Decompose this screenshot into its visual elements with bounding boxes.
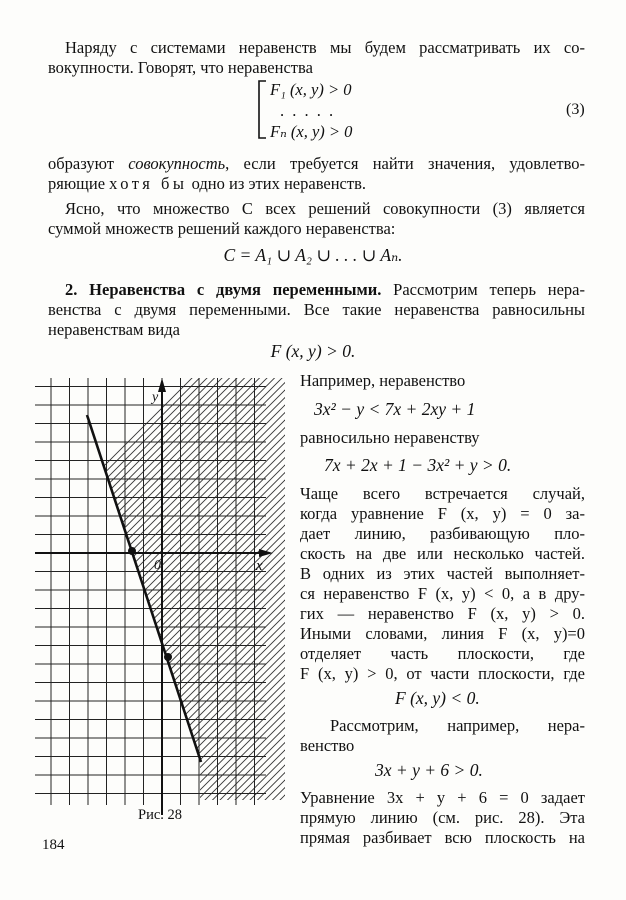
negative-inequality: F (x, y) < 0. bbox=[395, 688, 480, 708]
transformed-inequality: 7x + 2x + 1 − 3x² + y > 0. bbox=[324, 455, 512, 475]
system-row-n: Fₙ (x, y) > 0 bbox=[270, 122, 353, 141]
right-line-13: Рассмотрим, например, нера- bbox=[330, 716, 585, 735]
y-intercept-point bbox=[164, 653, 172, 661]
p2-emphasis: совокупность bbox=[128, 154, 226, 173]
x-axis-arrow-icon bbox=[259, 549, 273, 557]
figure-caption: Рис. 28 bbox=[138, 807, 183, 823]
general-inequality: F (x, y) > 0. bbox=[270, 341, 356, 361]
right-line-9: гих — неравенство F (x, y) > 0. bbox=[300, 604, 585, 623]
right-line-7: В одних из этих частей выполняет- bbox=[300, 564, 585, 583]
system-row-dots: . . . . . bbox=[280, 101, 336, 120]
section-line-2: венства с двумя переменными. Все такие неравенства равносильны bbox=[48, 300, 585, 319]
right-line-10: Иными словами, линия F (x, y)=0 bbox=[300, 624, 585, 643]
right-line-6: скость на две или несколько частей. bbox=[300, 544, 585, 563]
union-formula: C = A₁ ∪ A₂ ∪ . . . ∪ Aₙ. bbox=[223, 245, 403, 265]
right-line-5: дает линию, разбивающую пло- bbox=[300, 524, 585, 543]
p2-line2-a: ряющие bbox=[48, 174, 110, 193]
equation-number: (3) bbox=[566, 101, 585, 118]
right-line-3: Чаще всего встречается случай, bbox=[300, 484, 585, 503]
x-intercept-point bbox=[128, 547, 136, 555]
paragraph-3-line-1: Ясно, что множество C всех решений совокупности (3) является bbox=[65, 199, 585, 218]
y-axis-label: y bbox=[152, 390, 159, 405]
p2-spaced: хотя бы bbox=[109, 174, 188, 193]
right-line-17: прямая разбивает всю плоскость на bbox=[300, 828, 585, 847]
x-axis-label: x bbox=[256, 558, 263, 574]
paragraph-3-line-2: суммой множеств решений каждого неравенства: bbox=[48, 219, 396, 238]
example-inequality: 3x² − y < 7x + 2xy + 1 bbox=[314, 399, 476, 419]
right-line-8: ся неравенство F (x, y) < 0, а в дру- bbox=[300, 584, 585, 603]
p2-text-b: , если требуется найти значения, удовлетво- bbox=[225, 154, 585, 173]
section-heading: 2. Неравенства с двумя переменными. bbox=[65, 280, 382, 299]
y-axis-arrow-icon bbox=[158, 378, 166, 392]
section-line-3: неравенствам вида bbox=[48, 320, 180, 339]
right-line-4: когда уравнение F (x, y) = 0 за- bbox=[300, 504, 585, 523]
right-line-2: равносильно неравенству bbox=[300, 428, 480, 447]
linear-inequality: 3x + y + 6 > 0. bbox=[375, 760, 483, 780]
right-line-16: прямую линию (см. рис. 28). Эта bbox=[300, 808, 585, 827]
origin-label: 0 bbox=[154, 558, 161, 573]
right-line-12: F (x, y) > 0, от части плоскости, где bbox=[300, 664, 585, 683]
p2-line2-b: одно из этих неравенств. bbox=[187, 174, 366, 193]
p2-text-a: образуют bbox=[48, 154, 129, 173]
section-line-1-rest: Рассмотрим теперь нера- bbox=[381, 280, 585, 299]
right-line-15: Уравнение 3x + y + 6 = 0 задает bbox=[300, 788, 585, 807]
right-line-11: отделяет часть плоскости, где bbox=[300, 644, 585, 663]
right-line-1: Например, неравенство bbox=[300, 371, 466, 390]
paragraph-1-line-2: вокупности. Говорят, что неравенства bbox=[48, 58, 313, 77]
right-line-14: венство bbox=[300, 736, 355, 755]
page-number: 184 bbox=[42, 837, 65, 853]
paragraph-1-line-1: Наряду с системами неравенств мы будем рассматривать их со- bbox=[65, 38, 585, 57]
system-row-1: F₁ (x, y) > 0 bbox=[270, 80, 352, 99]
